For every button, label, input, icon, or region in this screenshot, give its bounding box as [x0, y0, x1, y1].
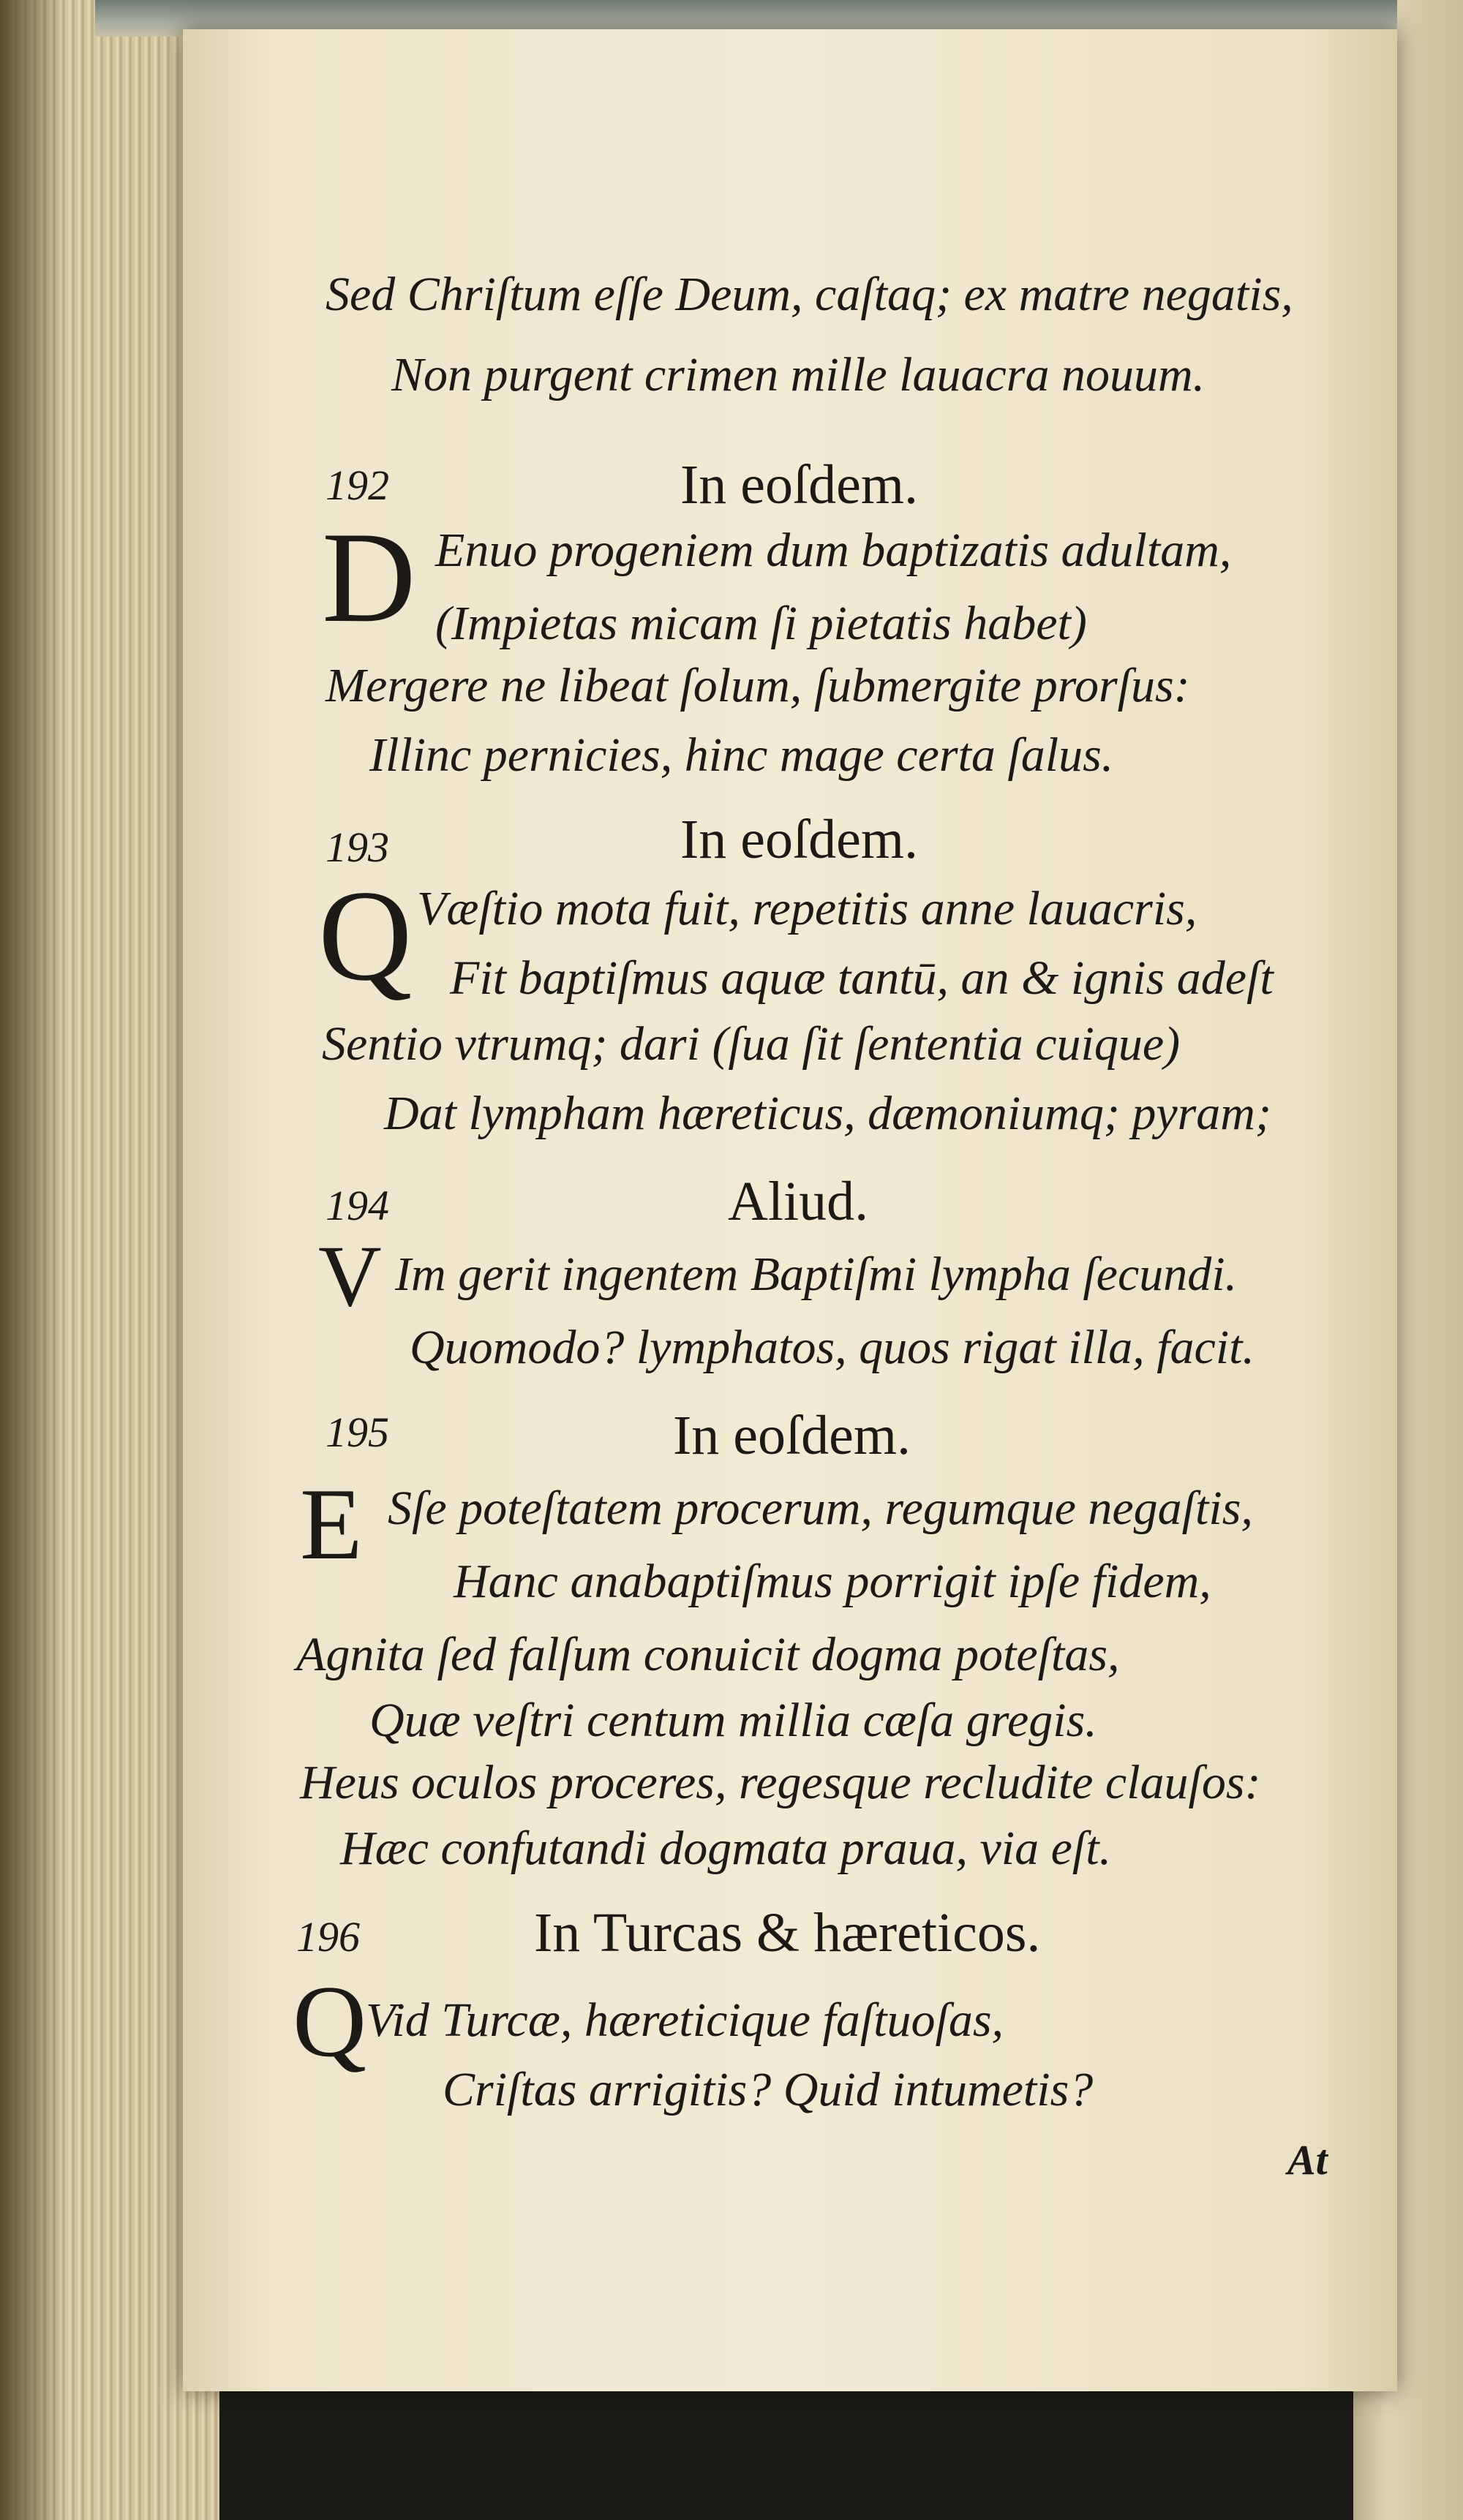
epigram-title: In eoſdem. [680, 809, 919, 870]
verse-line: Væſtio mota fuit, repetitis anne lauacris, [417, 882, 1197, 935]
drop-initial: E [300, 1468, 363, 1581]
epigram-title: In Turcas & hæreticos. [534, 1902, 1041, 1963]
drop-initial: V [318, 1227, 382, 1324]
epigram-number: 196 [296, 1913, 360, 1961]
verse-line: Sentio vtrumq; dari (ſua ſit ſententia cuique) [322, 1017, 1181, 1071]
epigram-title: In eoſdem. [673, 1405, 911, 1466]
epigram-number: 193 [326, 823, 389, 871]
drop-initial: Q [318, 863, 413, 1008]
epigram-number: 192 [326, 461, 389, 509]
verse-line: Quæ veſtri centum millia cæſa gregis. [369, 1694, 1097, 1747]
binding-shadow [0, 0, 66, 2520]
verse-line: Criſtas arrigitis? Quid intumetis? [443, 2063, 1094, 2116]
epigram-title: Aliud. [728, 1171, 869, 1232]
book-page [183, 29, 1397, 2391]
epigram-number: 195 [326, 1408, 389, 1456]
verse-line: (Impietas micam ſi pietatis habet) [435, 597, 1087, 650]
verse-line: Sſe poteſtatem procerum, regumque negaſtis, [388, 1482, 1253, 1535]
verse-line: Hæc confutandi dogmata praua, via eſt. [340, 1822, 1112, 1875]
verse-line: Agnita ſed falſum conuicit dogma poteſtas, [296, 1628, 1120, 1681]
verse-line: Enuo progeniem dum baptizatis adultam, [435, 524, 1232, 577]
opening-line-2: Non purgent crimen mille lauacra nouum. [391, 348, 1206, 401]
verse-line: Vid Turcæ, hæreticique faſtuoſas, [366, 1993, 1004, 2047]
verse-line: Dat lympham hæreticus, dæmoniumq; pyram; [384, 1087, 1271, 1140]
page-text [183, 29, 1397, 2391]
drop-initial: D [322, 505, 416, 649]
drop-initial: Q [293, 1965, 367, 2078]
verse-line: Illinc pernicies, hinc mage certa ſalus. [369, 728, 1114, 782]
catchword: At [1287, 2136, 1328, 2184]
verse-line: Im gerit ingentem Baptiſmi lympha ſecundi. [395, 1248, 1238, 1301]
opening-line-1: Sed Chriſtum eſſe Deum, caſtaq; ex matre negatis, [326, 268, 1293, 321]
verse-line: Mergere ne libeat ſolum, ſubmergite prorſus: [326, 659, 1190, 712]
epigram-title: In eoſdem. [680, 454, 919, 516]
verse-line: Quomodo? lymphatos, quos rigat illa, facit. [410, 1321, 1255, 1374]
verse-line: Hanc anabaptiſmus porrigit ipſe fidem, [454, 1555, 1211, 1608]
epigram-number: 194 [326, 1182, 389, 1229]
verse-line: Heus oculos proceres, regesque recludite clauſos: [300, 1756, 1261, 1809]
verse-line: Fit baptiſmus aquæ tantū, an & ignis adeſt [450, 951, 1274, 1005]
